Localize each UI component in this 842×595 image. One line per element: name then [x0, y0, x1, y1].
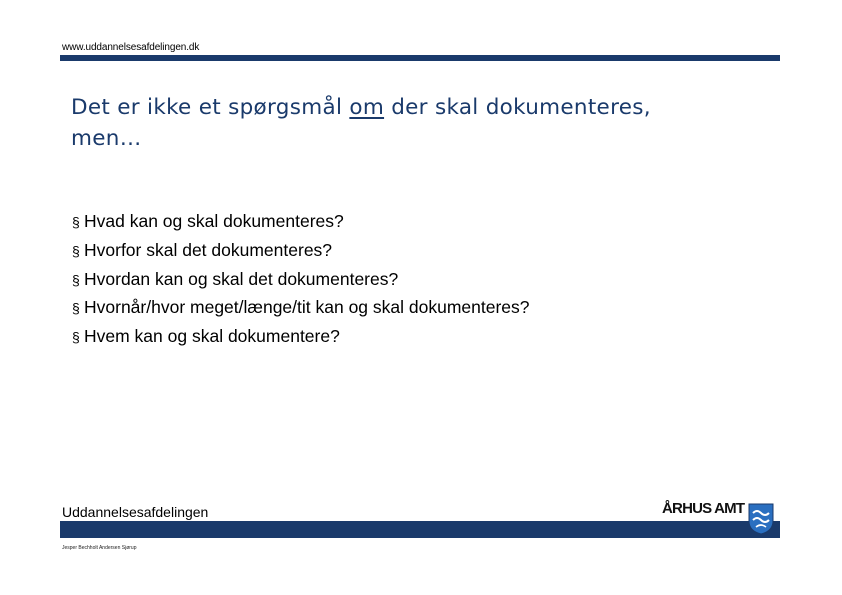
bullet-text: Hvad kan og skal dokumenteres? — [84, 211, 344, 231]
header-rule — [60, 55, 780, 61]
department-name: Uddannelsesafdelingen — [62, 504, 209, 520]
bullet-marker: § — [72, 214, 80, 230]
title-part-1: Det er ikke et spørgsmål — [71, 95, 350, 120]
bullet-item — [72, 294, 530, 323]
bullet-marker: § — [72, 242, 80, 259]
bullet-item — [72, 208, 530, 237]
title-underlined-word: om — [349, 95, 385, 120]
bullet-marker: § — [72, 300, 80, 317]
title-part-2: der skal dokumenteres, men… — [71, 95, 651, 151]
bullet-item — [72, 237, 530, 266]
bullet-item — [72, 266, 530, 295]
author-name: Jesper Bechholt Andersen Sjørup — [62, 545, 137, 551]
bullet-text: Hvorfor skal det dokumenteres? — [84, 239, 333, 260]
footer-bar — [60, 521, 780, 538]
bullet-marker: § — [72, 329, 80, 346]
bullet-marker: § — [72, 271, 80, 288]
bullet-list — [72, 208, 530, 352]
logo-wordmark: ÅRHUS AMT — [662, 500, 745, 517]
website-url: www.uddannelsesafdelingen.dk — [62, 42, 200, 53]
bullet-item — [72, 323, 530, 352]
bullet-text: Hvem kan og skal dokumentere? — [84, 326, 340, 347]
slide-title — [71, 92, 711, 154]
shield-logo-icon — [748, 503, 774, 535]
bullet-text: Hvornår/hvor meget/længe/tit kan og skal dokumenteres? — [84, 297, 530, 318]
bullet-text: Hvordan kan og skal det dokumenteres? — [84, 268, 399, 289]
